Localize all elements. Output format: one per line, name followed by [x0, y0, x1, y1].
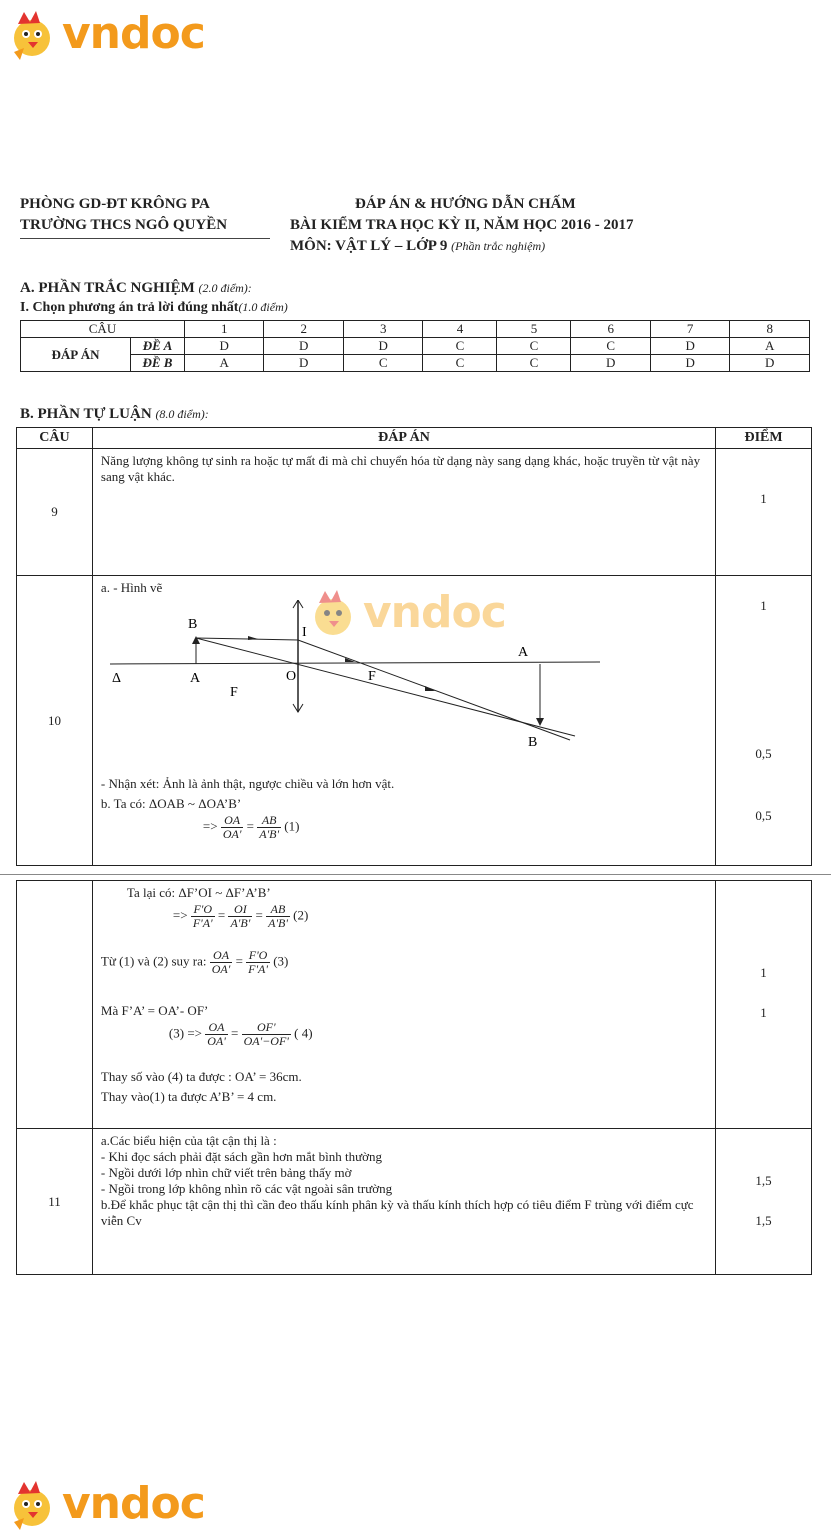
line: - Ngồi dưới lớp nhìn chữ viết trên bảng thấy mờ — [100, 1165, 352, 1180]
header-school-name: TRƯỜNG THCS NGÔ QUYỀN — [20, 217, 228, 233]
question-number: 8 — [730, 321, 810, 338]
section-a-subtitle: I. Chọn phương án trả lời đúng nhất(1.0 điểm) — [20, 300, 288, 315]
fraction: $\frac{OA}{OA'}$ — [211, 948, 231, 976]
de-a-answer: C — [497, 338, 571, 355]
score: 0,5 — [755, 808, 772, 823]
question-number: 3 — [343, 321, 422, 338]
score: 1,5 — [755, 1173, 772, 1188]
de-b-answer: C — [423, 355, 497, 372]
line: Thay vào(1) ta được A’B’ = 4 cm. — [100, 1089, 277, 1104]
score-cell — [716, 576, 812, 866]
table-row — [17, 428, 812, 449]
de-a-answer: C — [571, 338, 650, 355]
fraction: $\frac{AB}{A'B'}$ — [268, 902, 288, 930]
question-number: 5 — [497, 321, 571, 338]
header-exam-title: BÀI KIỂM TRA HỌC KỲ II, NĂM HỌC 2016 - 2017 — [290, 217, 634, 233]
chicken-mascot-icon — [4, 1478, 60, 1534]
header-underline — [20, 238, 270, 239]
page-break — [0, 874, 831, 875]
equation-4: (3) => $\frac{OA}{OA'}$ = $\frac{OF'}{OA'-OF'}$ ( 4) — [168, 1020, 313, 1048]
label-o: O — [286, 669, 297, 684]
fraction: $\frac{F'O}{F'A'}$ — [248, 948, 268, 976]
label-a-image: A — [518, 645, 529, 660]
de-b-answer: D — [650, 355, 729, 372]
de-a-answer: D — [650, 338, 729, 355]
de-a-answer: D — [343, 338, 422, 355]
de-b-answer: D — [571, 355, 650, 372]
part-a-label: a. - Hình vẽ — [100, 580, 163, 595]
part-b-text: b. Ta có: ΔOAB ~ ΔOA’B’ — [100, 796, 242, 811]
header-subject: MÔN: VẬT LÝ – LỚP 9 (Phần trắc nghiệm) — [290, 238, 546, 254]
score: 1 — [760, 1005, 767, 1020]
label-delta: Δ — [112, 671, 122, 686]
line: - Ngồi trong lớp không nhìn rõ các vật ngoài sân trường — [100, 1181, 393, 1196]
equation-2: => $\frac{F'O}{F'A'}$ = $\frac{OI}{A'B'}$ = $\frac{AB}{A'B'}$ (2) — [172, 902, 309, 930]
header-title: ĐÁP ÁN & HƯỚNG DẪN CHẤM — [355, 196, 576, 212]
score: 0,5 — [755, 746, 772, 761]
line: Ta lại có: ΔF’OI ~ ΔF’A’B’ — [126, 885, 271, 900]
score-cell — [716, 881, 812, 1129]
score: 1,5 — [755, 1213, 772, 1228]
chicken-mascot-icon — [4, 8, 60, 64]
col-header-cau: CÂU — [17, 428, 93, 449]
line: a.Các biểu hiện của tật cận thị là : — [100, 1133, 277, 1148]
line: - Khi đọc sách phải đặt sách gần hơn mắt bình thường — [100, 1149, 382, 1164]
line: Thay số vào (4) ta được : OA’ = 36cm. — [100, 1069, 302, 1084]
section-a-title: A. PHẦN TRẮC NGHIỆM (2.0 điểm): — [20, 280, 252, 296]
col-header-dapan: ĐÁP ÁN — [92, 428, 715, 449]
brand-logo-bottom — [4, 1476, 224, 1536]
label-f: F — [230, 685, 238, 700]
de-b-answer: A — [185, 355, 264, 372]
de-a-answer: D — [185, 338, 264, 355]
question-number: 10 — [17, 576, 93, 866]
question-number-empty — [17, 881, 93, 1129]
fraction: $\frac{OA}{OA'}$ — [207, 1020, 226, 1048]
answer-text: Năng lượng không tự sinh ra hoặc tự mất đi mà chỉ chuyển hóa từ dạng này sang dạng khác, hoặc truyền từ vật này sang vật khác. — [92, 449, 715, 576]
equation-1: => $\frac{OA}{OA'}$ = $\frac{AB}{A'B'}$ (1) — [202, 813, 300, 841]
brand-name: vndoc — [62, 8, 205, 59]
header-subject-note: (Phần trắc nghiệm) — [451, 239, 546, 253]
answer-cell — [92, 1129, 715, 1275]
score-cell — [716, 1129, 812, 1275]
table-row — [17, 881, 812, 1129]
fraction: $\frac{OA}{OA'}$ — [222, 813, 242, 841]
de-b-answer: D — [264, 355, 343, 372]
fraction: $\frac{OI}{A'B'}$ — [230, 902, 251, 930]
fraction: $\frac{OF'}{OA'-OF'}$ — [243, 1020, 289, 1048]
col-header-cau: CÂU — [21, 321, 185, 338]
label-a: A — [190, 671, 201, 686]
de-a-label: ĐỀ A — [131, 338, 185, 355]
section-b-title: B. PHẦN TỰ LUẬN (8.0 điểm): — [20, 406, 209, 422]
label-b-image: B — [528, 735, 538, 750]
equation-3: Từ (1) và (2) suy ra: $\frac{OA}{OA'}$ = $\frac{F'O}{F'A'}$ (3) — [100, 948, 289, 976]
brand-name: vndoc — [363, 587, 506, 638]
question-number: 7 — [650, 321, 729, 338]
fraction: $\frac{F'O}{F'A'}$ — [192, 902, 213, 930]
question-number: 2 — [264, 321, 343, 338]
label-i: I — [302, 625, 307, 640]
label-b: B — [188, 617, 198, 632]
de-b-answer: C — [497, 355, 571, 372]
question-number: 6 — [571, 321, 650, 338]
score: 1 — [760, 598, 767, 613]
de-b-answer: C — [343, 355, 422, 372]
brand-watermark — [305, 585, 525, 645]
question-number: 11 — [17, 1129, 93, 1275]
question-number: 1 — [185, 321, 264, 338]
fraction: $\frac{AB}{A'B'}$ — [259, 813, 280, 841]
label-f-prime: F — [368, 669, 376, 684]
row-header-dapan: ĐÁP ÁN — [21, 338, 131, 372]
de-a-answer: D — [264, 338, 343, 355]
question-number: 9 — [17, 449, 93, 576]
brand-name: vndoc — [62, 1478, 205, 1529]
table-row — [21, 355, 810, 372]
brand-logo-top — [4, 6, 224, 66]
line: b.Để khắc phục tật cận thị thì cần đeo thấu kính phân kỳ và thấu kính thích hợp có tiêu điểm F trùng với điểm cực viễn Cv — [100, 1197, 694, 1228]
de-a-answer: A — [730, 338, 810, 355]
table-row — [21, 338, 810, 355]
essay-table-part2 — [16, 880, 812, 1275]
line: Mà F’A’ = OA’- OF’ — [100, 1003, 209, 1018]
score: 1 — [760, 965, 767, 980]
header-school-dept: PHÒNG GD-ĐT KRÔNG PA — [20, 196, 210, 212]
answer-cell — [92, 881, 715, 1129]
score: 1 — [716, 449, 812, 576]
table-row — [17, 1129, 812, 1275]
de-b-label: ĐỀ B — [131, 355, 185, 372]
col-header-diem: ĐIỂM — [716, 428, 812, 449]
table-row — [21, 321, 810, 338]
de-b-answer: D — [730, 355, 810, 372]
de-a-answer: C — [423, 338, 497, 355]
answer-key-table — [20, 320, 810, 372]
chicken-mascot-icon — [305, 587, 361, 643]
table-row — [17, 449, 812, 576]
question-number: 4 — [423, 321, 497, 338]
comment-text: - Nhận xét: Ảnh là ảnh thật, ngược chiều và lớn hơn vật. — [100, 776, 395, 791]
